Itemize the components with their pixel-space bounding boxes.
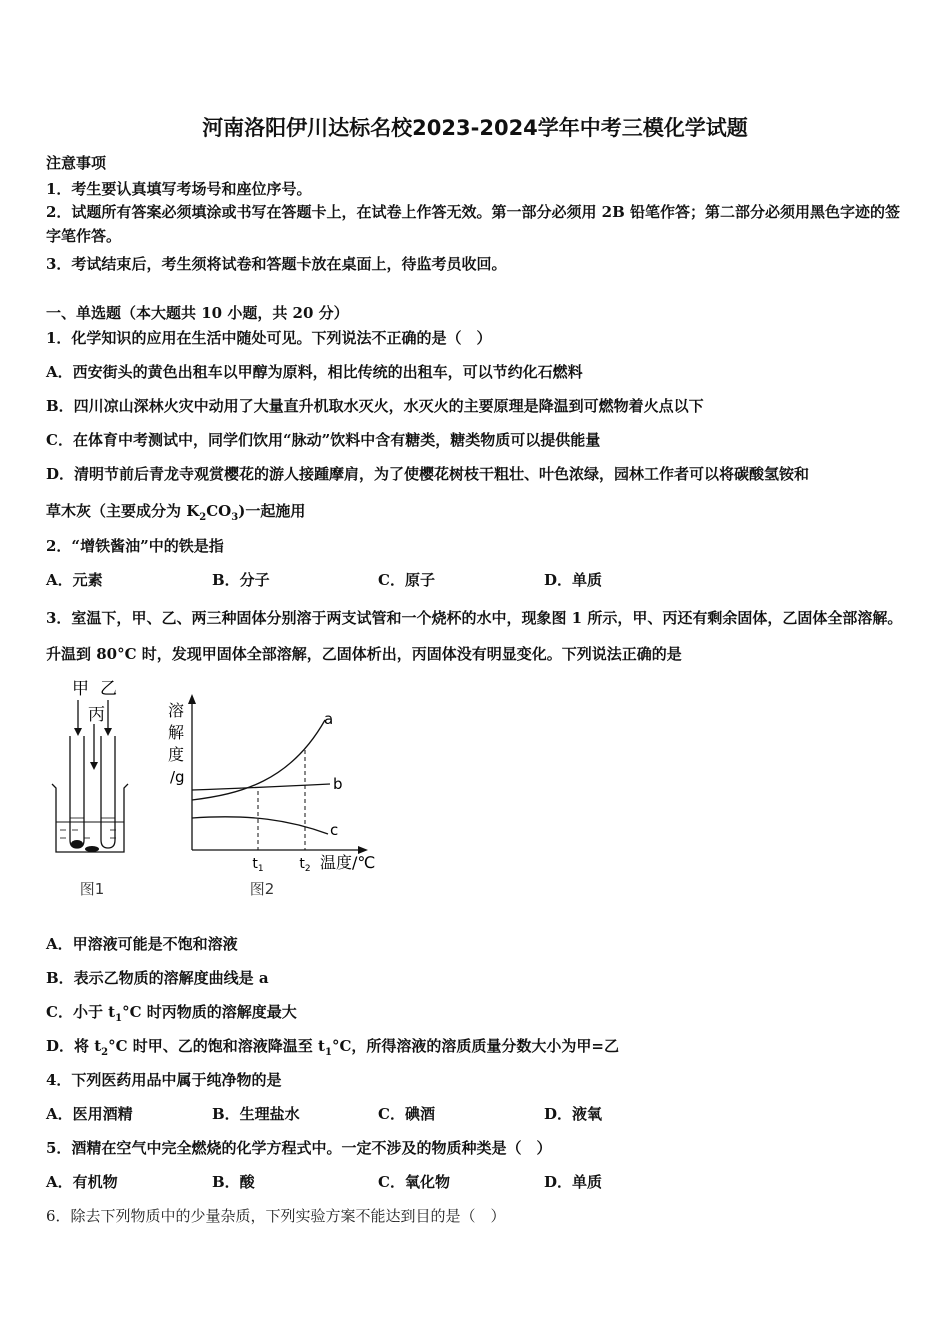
q5-stem: 5．酒精在空气中完全燃烧的化学方程式中。一定不涉及的物质种类是（ ） — [46, 1139, 552, 1157]
q2-option: A．元素 — [46, 571, 103, 589]
q3-option-c: C．小于 $t_1^\circ C$ 时丙物质的溶解度最大 — [46, 1003, 297, 1024]
q4-option: B．生理盐水 — [212, 1105, 300, 1123]
curve-c-label: c — [330, 821, 339, 839]
beaker — [52, 784, 128, 852]
x-axis-label: 温度/℃ — [320, 853, 376, 872]
q2-option: D．单质 — [544, 571, 603, 589]
q6-stem: 6．除去下列物质中的少量杂质，下列实验方案不能达到目的是（ ） — [46, 1207, 506, 1225]
q4-options — [46, 1103, 926, 1124]
q5-option: D．单质 — [544, 1173, 603, 1191]
y-label-char-1: 溶 — [168, 701, 185, 720]
q2-option: B．分子 — [212, 571, 270, 589]
arrow-bing-head — [90, 762, 98, 770]
page-title: 河南洛阳伊川达标名校2023-2024学年中考三模化学试题 — [202, 116, 748, 140]
solid-bing — [85, 846, 99, 852]
notice-item-1: 1．考生要认真填写考场号和座位序号。 — [46, 180, 312, 198]
q5-option: B．酸 — [212, 1173, 255, 1191]
y-label-unit: /g — [170, 768, 185, 786]
q2-stem: 2．“增铁酱油”中的铁是指 — [46, 537, 224, 555]
q2-option: C．原子 — [378, 571, 435, 589]
q1-option-a: A．西安街头的黄色出租车以甲醇为原料，相比传统的出租车，可以节约化石燃料 — [46, 363, 583, 381]
q2-options — [46, 569, 926, 590]
q3-stem: 3．室温下，甲、乙、两三种固体分别溶于两支试管和一个烧杯的水中，现象图 1 所示，甲、丙还有剩余固体，乙固体全部溶解。升温到 80°C 时，发现甲固体全部溶解，乙固体析出，丙固体没有明显变化。下列说法正确的是 — [46, 609, 903, 663]
curve-c — [192, 817, 328, 834]
q3-option-b: B．表示乙物质的溶解度曲线是 a — [46, 969, 269, 987]
notice-heading: 注意事项 — [46, 154, 107, 172]
q4-option: D．液氧 — [544, 1105, 603, 1123]
notice-item-2: 2．试题所有答案必须填涂或书写在答题卡上，在试卷上作答无效。第一部分必须用 2B 铅笔作答；第二部分必须用黑色字迹的签字笔作答。 — [46, 203, 901, 245]
test-tube-jia — [70, 736, 84, 848]
q1-option-d-line1: D．清明节前后青龙寺观赏樱花的游人接踵摩肩，为了使樱花树枝干粗壮、叶色浓绿，园林工作者可以将碳酸氢铵和 — [46, 465, 810, 483]
label-bing: 丙 — [88, 705, 105, 725]
section-heading: 一、单选题（本大题共 10 小题，共 20 分） — [46, 304, 349, 322]
figure-1-caption: 图1 — [79, 880, 105, 898]
q4-stem: 4．下列医药用品中属于纯净物的是 — [46, 1071, 282, 1089]
q5-option: A．有机物 — [46, 1173, 118, 1191]
figure-1 — [44, 672, 144, 902]
y-axis-arrow — [188, 694, 196, 704]
q3-option-d: D．将 $t_2^\circ C$ 时甲、乙的饱和溶液降温至 $t_1^\circ C$，所得溶液的溶质质量分数大小为甲=乙 — [46, 1037, 619, 1058]
test-tube-yi — [101, 736, 115, 848]
q4-option: C．碘酒 — [378, 1105, 435, 1123]
q1-option-c: C．在体育中考测试中，同学们饮用“脉动”饮料中含有糖类，糖类物质可以提供能量 — [46, 431, 601, 449]
label-yi: 乙 — [100, 679, 117, 699]
label-jia: 甲 — [72, 679, 89, 699]
q1-stem: 1．化学知识的应用在生活中随处可见。下列说法不正确的是（ ） — [46, 329, 492, 347]
q3-option-a: A．甲溶液可能是不饱和溶液 — [46, 935, 238, 953]
curve-a-label: a — [324, 710, 334, 728]
arrow-yi-head — [104, 728, 112, 736]
solid-jia — [71, 840, 83, 848]
curve-b-label: b — [333, 775, 343, 793]
q4-option: A．医用酒精 — [46, 1105, 133, 1123]
y-label-char-3: 度 — [168, 745, 185, 764]
notice-item-3: 3．考试结束后，考生须将试卷和答题卡放在桌面上，待监考员收回。 — [46, 255, 507, 273]
figure-2 — [160, 690, 390, 905]
curve-b — [192, 784, 330, 790]
tick-t1: $t_1$ — [252, 856, 264, 874]
arrow-jia-head — [74, 728, 82, 736]
q1-option-d-line2: 草木灰（主要成分为 $K_2CO_3$)一起施用 — [46, 502, 306, 523]
tick-t2: $t_2$ — [299, 856, 311, 874]
q1-option-b: B．四川凉山深林火灾中动用了大量直升机取水灭火，水灭火的主要原理是降温到可燃物着火点以下 — [46, 397, 704, 415]
q5-options — [46, 1171, 926, 1192]
figure-2-caption: 图2 — [249, 880, 275, 898]
y-label-char-2: 解 — [168, 723, 185, 742]
q5-option: C．氧化物 — [378, 1173, 450, 1191]
beaker-water-hatch — [60, 830, 116, 838]
